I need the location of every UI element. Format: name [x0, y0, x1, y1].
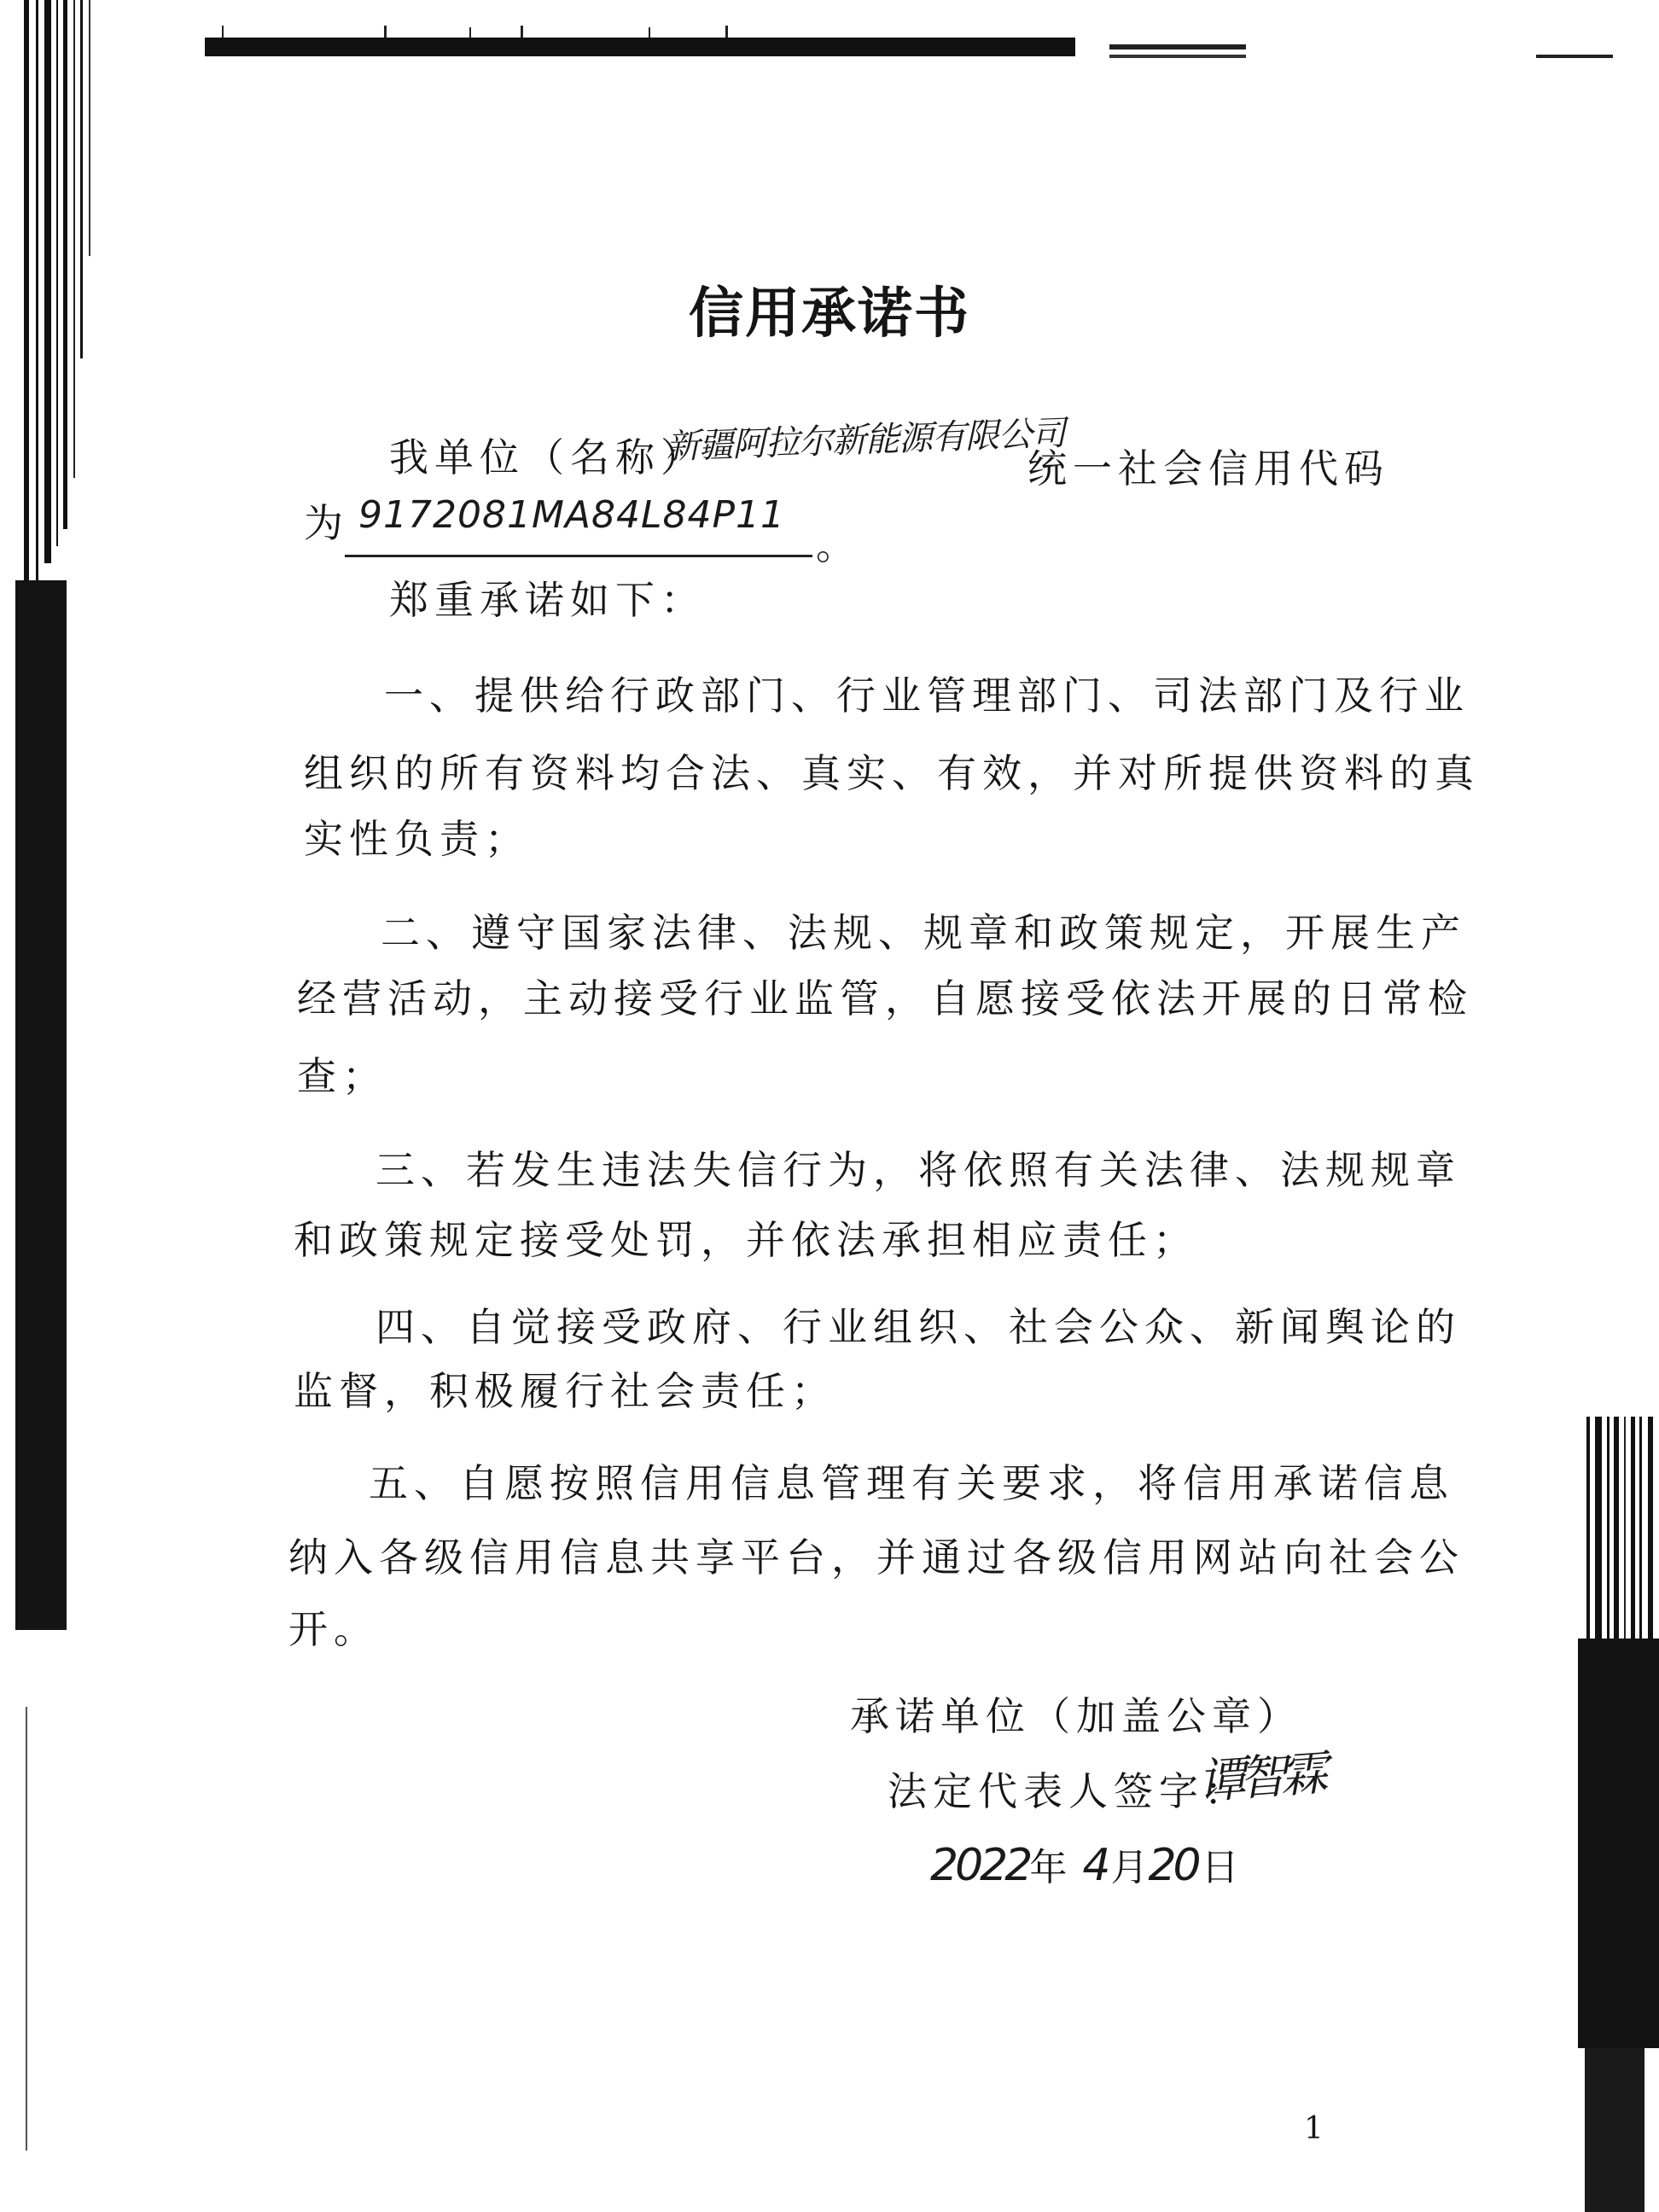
date-day-handwritten: 20: [1148, 1840, 1198, 1891]
signatory-unit: 承诺单位（加盖公章）: [850, 1693, 1302, 1739]
page-number: 1: [1304, 2111, 1324, 2146]
promise-item-line: 纳入各级信用信息共享平台，并通过各级信用网站向社会公: [288, 1534, 1464, 1580]
date-year-suffix: 年: [1029, 1846, 1068, 1889]
date-day-suffix: 日: [1201, 1846, 1239, 1889]
intro-prefix: 我单位（名称）: [389, 434, 706, 480]
code-suffix: 。: [816, 522, 861, 568]
document-title: 信用承诺书: [689, 282, 970, 346]
date-month-suffix: 月: [1110, 1846, 1149, 1889]
promise-item-line: 四、自觉接受政府、行业组织、社会公众、新闻舆论的: [375, 1304, 1461, 1350]
scan-edge-artifact-right: [1578, 1417, 1659, 2212]
promise-item-line: 三、若发生违法失信行为，将依照有关法律、法规规章: [375, 1147, 1461, 1193]
code-prefix: 为: [304, 500, 349, 546]
company-name-handwritten: 新疆阿拉尔新能源有限公司: [665, 413, 1066, 468]
promise-item-line: 组织的所有资料均合法、真实、有效，并对所提供资料的真: [304, 750, 1480, 796]
legal-rep-label: 法定代表人签字：: [888, 1768, 1249, 1814]
credit-code-handwritten: 9172081MA84L84P11: [358, 493, 786, 537]
promise-item-line: 一、提供给行政部门、行业管理部门、司法部门及行业: [384, 672, 1470, 719]
promise-item-line: 五、自愿按照信用信息管理有关要求，将信用承诺信息: [369, 1460, 1454, 1506]
credit-code-underline: [345, 555, 812, 557]
promise-item-line: 监督，积极履行社会责任；: [294, 1368, 836, 1414]
promise-intro: 郑重承诺如下：: [389, 577, 706, 623]
promise-item-line: 开。: [288, 1606, 379, 1652]
date-year-handwritten: 2022: [930, 1840, 1030, 1891]
promise-item-line: 和政策规定接受处罚，并依法承担相应责任；: [294, 1217, 1198, 1263]
intro-suffix: 统一社会信用代码: [1027, 445, 1389, 492]
scan-edge-artifact-top: [196, 26, 1272, 77]
promise-item-line: 实性负责；: [304, 816, 530, 862]
date-month-handwritten: 4: [1082, 1840, 1111, 1891]
promise-item-line: 经营活动，主动接受行业监管，自愿接受依法开展的日常检: [297, 975, 1473, 1022]
scan-edge-artifact-top-right: [1536, 51, 1613, 68]
date-line: [930, 1840, 1239, 1891]
promise-item-line: 二、遵守国家法律、法规、规章和政策规定，开展生产: [381, 910, 1466, 956]
promise-item-line: 查；: [297, 1053, 387, 1099]
legal-rep-signature-handwritten: 谭智霖: [1196, 1746, 1324, 1810]
